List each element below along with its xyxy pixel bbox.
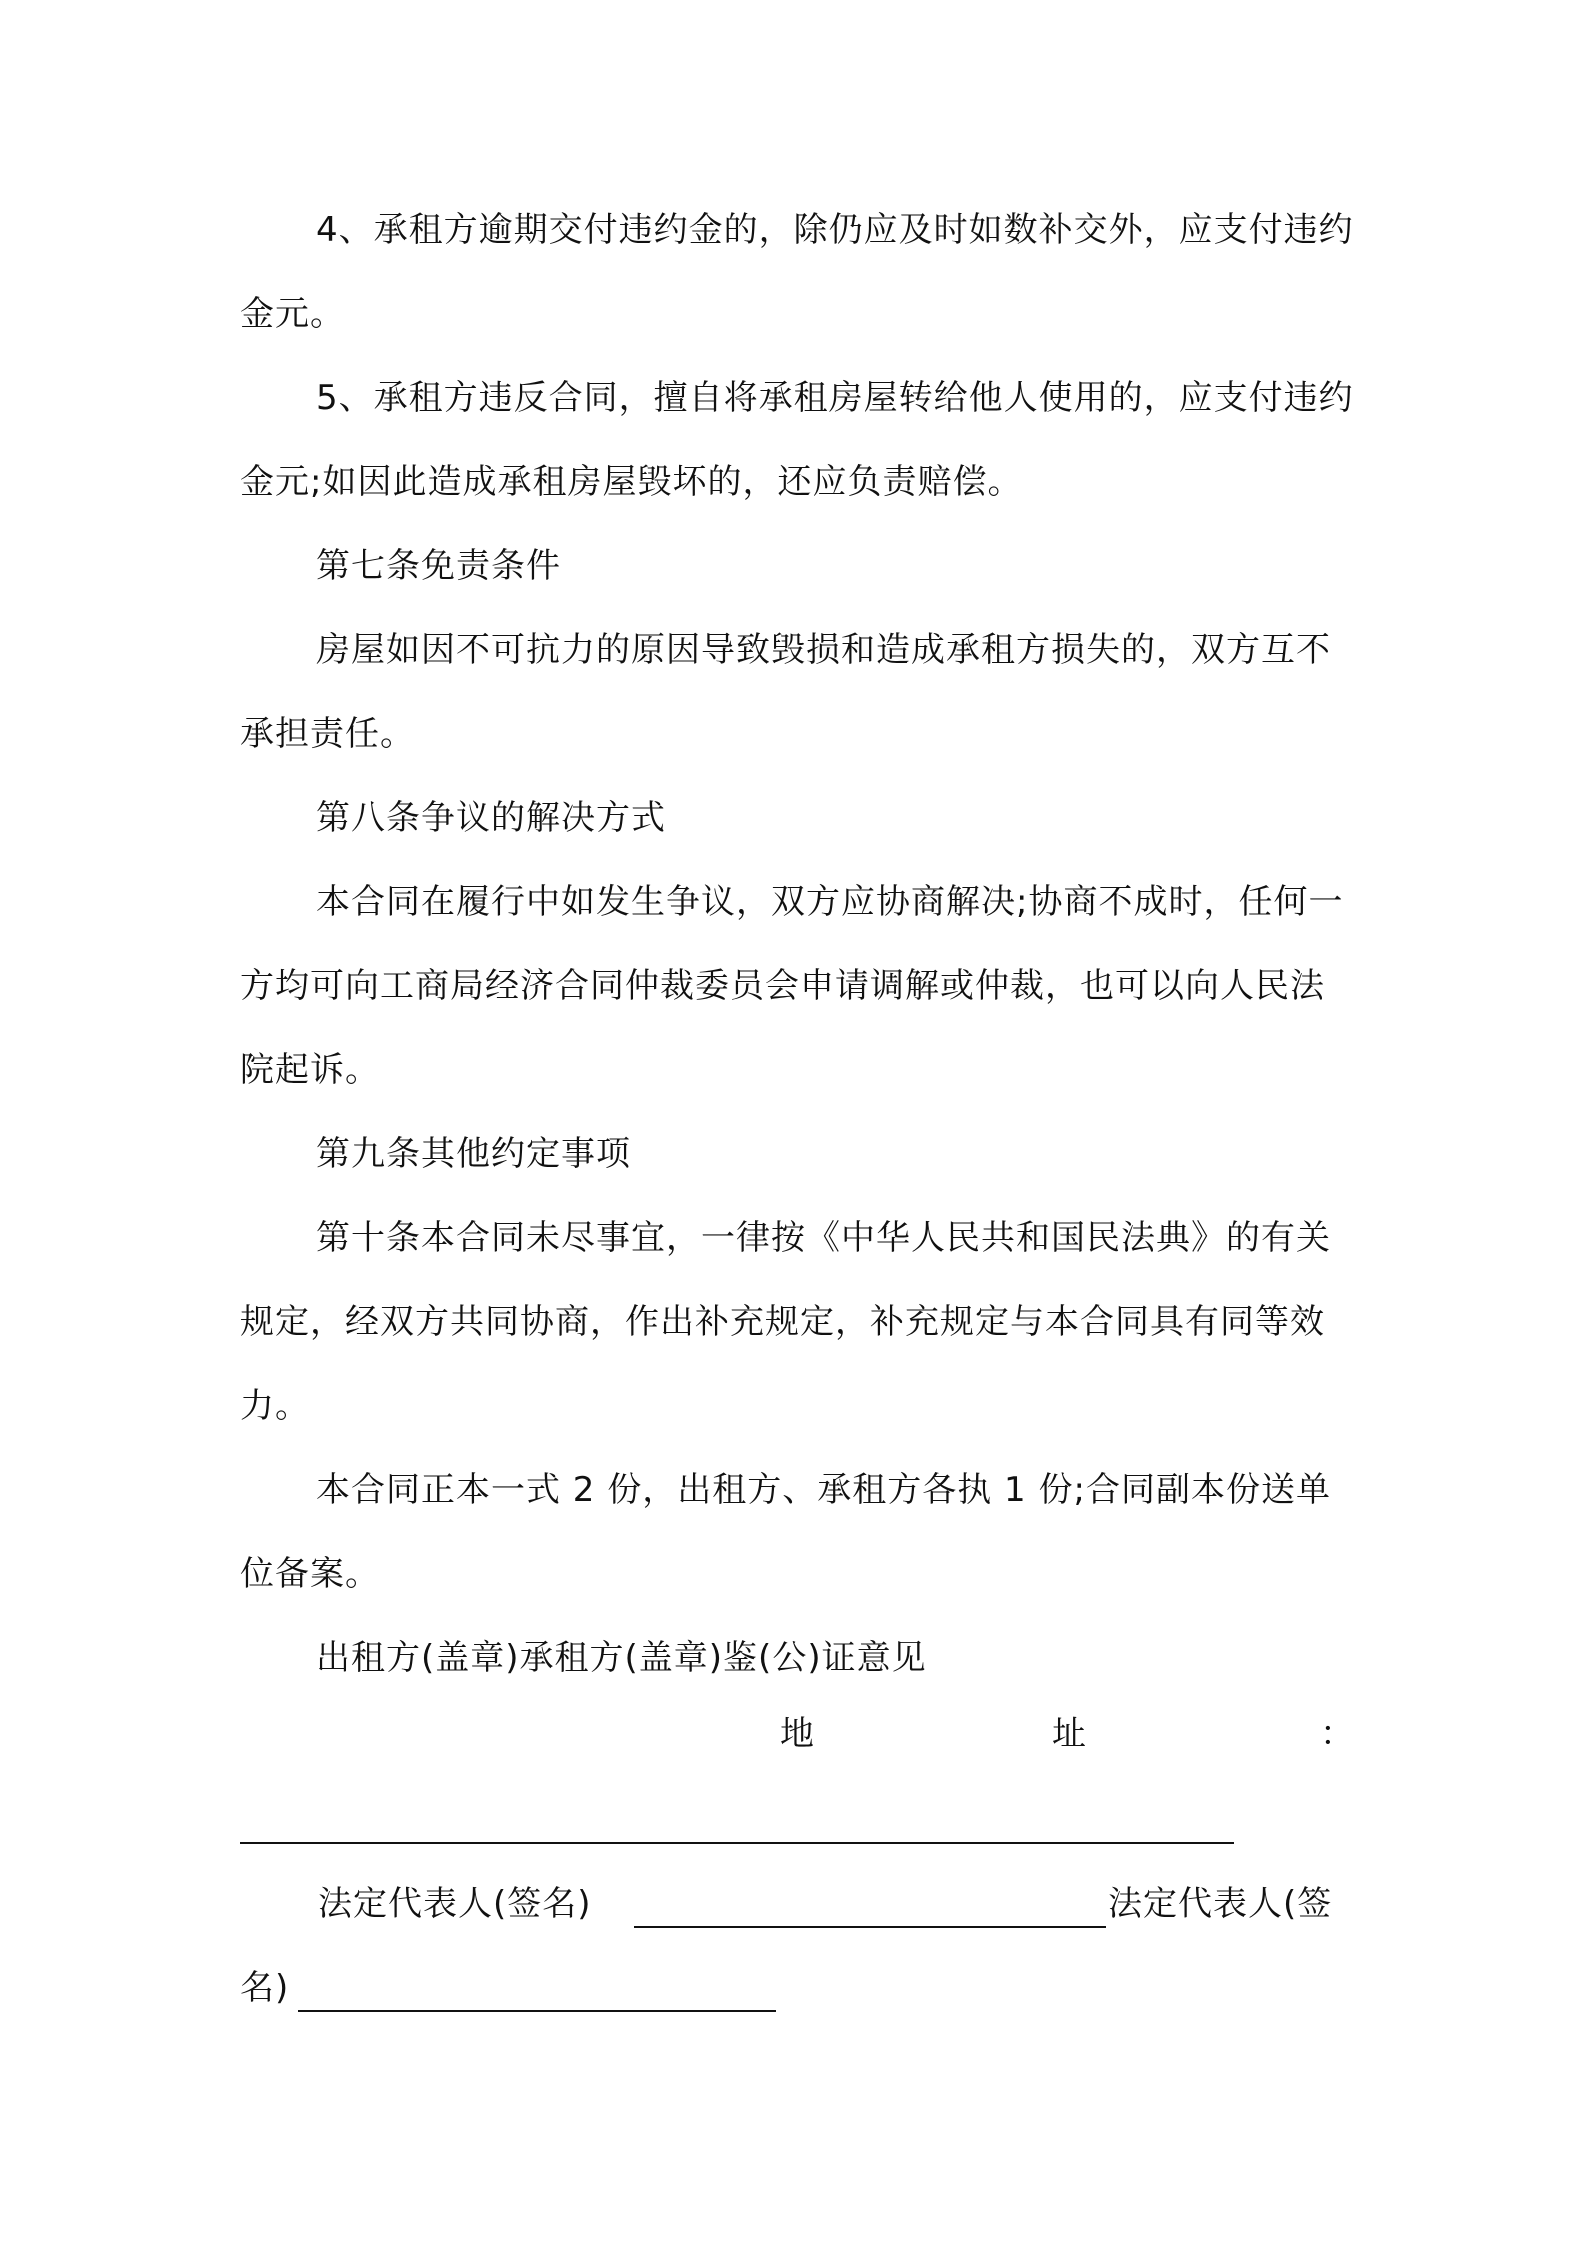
legal-rep-blank-1: [634, 1926, 1106, 1928]
signature-row-1b: [1108, 1862, 1332, 1946]
paragraph-article-10: 第十条本合同未尽事宜，一律按《中华人民共和国民法典》的有关规定，经双方共同协商，作出补充规定，补充规定与本合同具有同等效力。: [240, 1218, 1331, 1426]
paragraph-force-majeure: 房屋如因不可抗力的原因导致毁损和造成承租方损失的，双方互不承担责任。: [240, 630, 1331, 754]
legal-rep-label-1: 法定代表人(签名): [318, 1884, 592, 1924]
address-char-2: 址: [1052, 1714, 1086, 1754]
address-char-1: 地: [780, 1714, 814, 1754]
paragraph-sublet-penalty: 5、承租方违反合同，擅自将承租房屋转给他人使用的，应支付违约金元;如因此造成承租房屋毁坏的，还应负责赔偿。: [240, 378, 1354, 502]
signature-parties-line: 出租方(盖章)承租方(盖章)鉴(公)证意见: [316, 1638, 927, 1678]
signature-row-1: [318, 1862, 592, 1946]
paragraph-copies: 本合同正本一式 2 份，出租方、承租方各执 1 份;合同副本份送单位备案。: [240, 1470, 1331, 1594]
address-row: [240, 1692, 1355, 1776]
paragraph-dispute-resolution: 本合同在履行中如发生争议，双方应协商解决;协商不成时，任何一方均可向工商局经济合同仲裁委员会申请调解或仲裁，也可以向人民法院起诉。: [240, 882, 1344, 1090]
paragraph-late-penalty: 4、承租方逾期交付违约金的，除仍应及时如数补交外，应支付违约金元。: [240, 210, 1354, 334]
signature-row-2: [240, 1946, 289, 2030]
heading-article-7: 第七条免责条件: [316, 546, 561, 586]
address-colon: ：: [1320, 1714, 1354, 1754]
heading-article-8: 第八条争议的解决方式: [316, 798, 666, 838]
legal-rep-label-2: 法定代表人(签: [1108, 1884, 1333, 1924]
legal-rep-label-2-cont: 名): [240, 1968, 290, 2008]
address-blank-line: [240, 1842, 1234, 1844]
heading-article-9: 第九条其他约定事项: [316, 1134, 631, 1174]
legal-rep-blank-2: [298, 2010, 776, 2012]
